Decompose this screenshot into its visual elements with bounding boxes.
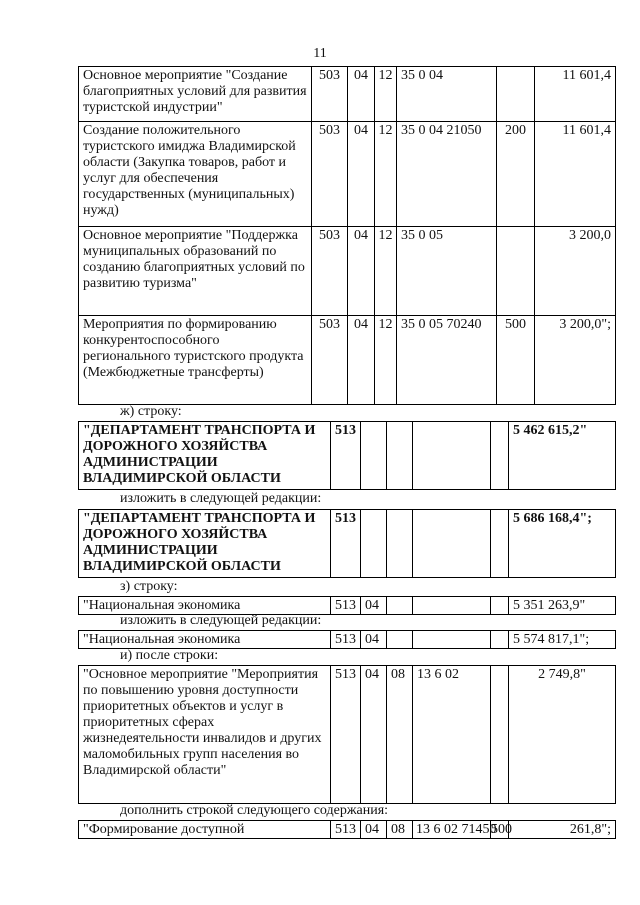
cell-csr: 35 0 05 70240 [397,316,497,405]
cell-sum: 261,8"; [509,821,616,839]
row-name: "Формирование доступной [79,821,331,839]
cell-sum: 11 601,4 [535,122,616,227]
cell-vr: 200 [497,122,535,227]
cell-sum: 5 462 615,2" [509,422,616,490]
cell-vr: 500 [491,822,512,837]
cell-gr: 503 [312,227,348,316]
label-dopolnit: дополнить строкой следующего содержания: [120,803,389,818]
cell-csr: 13 6 02 71450 [413,821,491,839]
cell-gr: 513 [331,510,361,578]
cell-gr: 513 [331,666,361,804]
cell-vr [491,631,509,649]
table-row [79,631,616,649]
dept-name: "ДЕПАРТАМЕНТ ТРАНСПОРТА И ДОРОЖНОГО ХОЗЯЙСТВА АДМИНИСТРАЦИИ ВЛАДИМИРСКОЙ ОБЛАСТИ [79,510,331,578]
cell-csr [413,597,491,615]
cell-sum: 5 574 817,1"; [509,631,616,649]
label-izlozhit-2: изложить в следующей редакции: [120,613,322,628]
cell-pr [387,422,413,490]
cell-rz: 04 [348,316,375,405]
cell-gr: 513 [331,821,361,839]
new-row-table [78,820,616,839]
cell-rz: 04 [348,67,375,122]
cell-vr [497,67,535,122]
cell-rz: 04 [361,631,387,649]
cell-rz: 04 [361,821,387,839]
dept-old-table [78,421,616,490]
row-name: Основное мероприятие "Создание благоприятных условий для развития туристской индустрии" [79,67,312,122]
cell-pr: 08 [387,821,413,839]
label-zh: ж) строку: [120,404,182,419]
cell-gr: 513 [331,597,361,615]
cell-rz: 04 [361,597,387,615]
cell-pr: 12 [375,227,397,316]
label-z: з) строку: [120,579,178,594]
table-row [79,821,616,839]
row-name: Мероприятия по формированию конкурентоспособного регионального туристского продукта (Межбюджетные трансферты) [79,316,312,405]
cell-pr [387,510,413,578]
row-name: Основное мероприятие "Поддержка муниципальных образований по созданию благоприятных условий по развитию туризма" [79,227,312,316]
cell-rz: 04 [348,227,375,316]
cell-gr: 503 [312,67,348,122]
page-number: 11 [313,46,327,61]
table-row [79,666,616,804]
cell-pr [387,631,413,649]
cell-sum: 3 200,0"; [535,316,616,405]
cell-csr [413,510,491,578]
cell-pr [387,597,413,615]
row-name: "Основное мероприятие "Мероприятия по повышению уровня доступности приоритетных объектов и услуг в приоритетных сферах жизнедеятельности инвалидов и других маломобильных групп населения во Владимирской области" [79,666,331,804]
cell-gr: 513 [331,422,361,490]
row-name: Создание положительного туристского имиджа Владимирской области (Закупка товаров, работ и услуг для обеспечения государственных (муниципальных) нужд) [79,122,312,227]
after-row-table [78,665,616,804]
cell-vr [491,597,509,615]
cell-sum: 5 686 168,4"; [509,510,616,578]
cell-vr [497,227,535,316]
cell-vr: 500 [497,316,535,405]
cell-rz: 04 [348,122,375,227]
row-name: "Национальная экономика [79,631,331,649]
cell-csr: 35 0 04 21050 [397,122,497,227]
dept-name: "ДЕПАРТАМЕНТ ТРАНСПОРТА И ДОРОЖНОГО ХОЗЯЙСТВА АДМИНИСТРАЦИИ ВЛАДИМИРСКОЙ ОБЛАСТИ [79,422,331,490]
cell-pr: 12 [375,316,397,405]
label-i: и) после строки: [120,648,219,663]
cell-csr: 13 6 02 [413,666,491,804]
table-row [79,422,616,490]
cell-pr: 12 [375,67,397,122]
econ-new-table [78,630,616,649]
cell-sum: 3 200,0 [535,227,616,316]
budget-table-top [78,66,616,405]
table-row [79,597,616,615]
cell-vr [491,510,509,578]
cell-csr: 35 0 04 [397,67,497,122]
cell-sum: 2 749,8" [509,666,616,804]
cell-csr [413,631,491,649]
cell-rz [361,510,387,578]
cell-rz: 04 [361,666,387,804]
cell-vr [491,666,509,804]
table-row [79,510,616,578]
table-row [79,227,616,316]
cell-rz [361,422,387,490]
row-name: "Национальная экономика [79,597,331,615]
cell-pr: 12 [375,122,397,227]
table-row [79,122,616,227]
cell-gr: 503 [312,122,348,227]
dept-new-table [78,509,616,578]
table-row [79,67,616,122]
cell-pr: 08 [387,666,413,804]
cell-sum: 5 351 263,9" [509,597,616,615]
cell-gr: 513 [331,631,361,649]
cell-csr [413,422,491,490]
cell-vr [491,422,509,490]
cell-csr: 35 0 05 [397,227,497,316]
table-row [79,316,616,405]
label-izlozhit-1: изложить в следующей редакции: [120,491,322,506]
cell-gr: 503 [312,316,348,405]
cell-sum: 11 601,4 [535,67,616,122]
